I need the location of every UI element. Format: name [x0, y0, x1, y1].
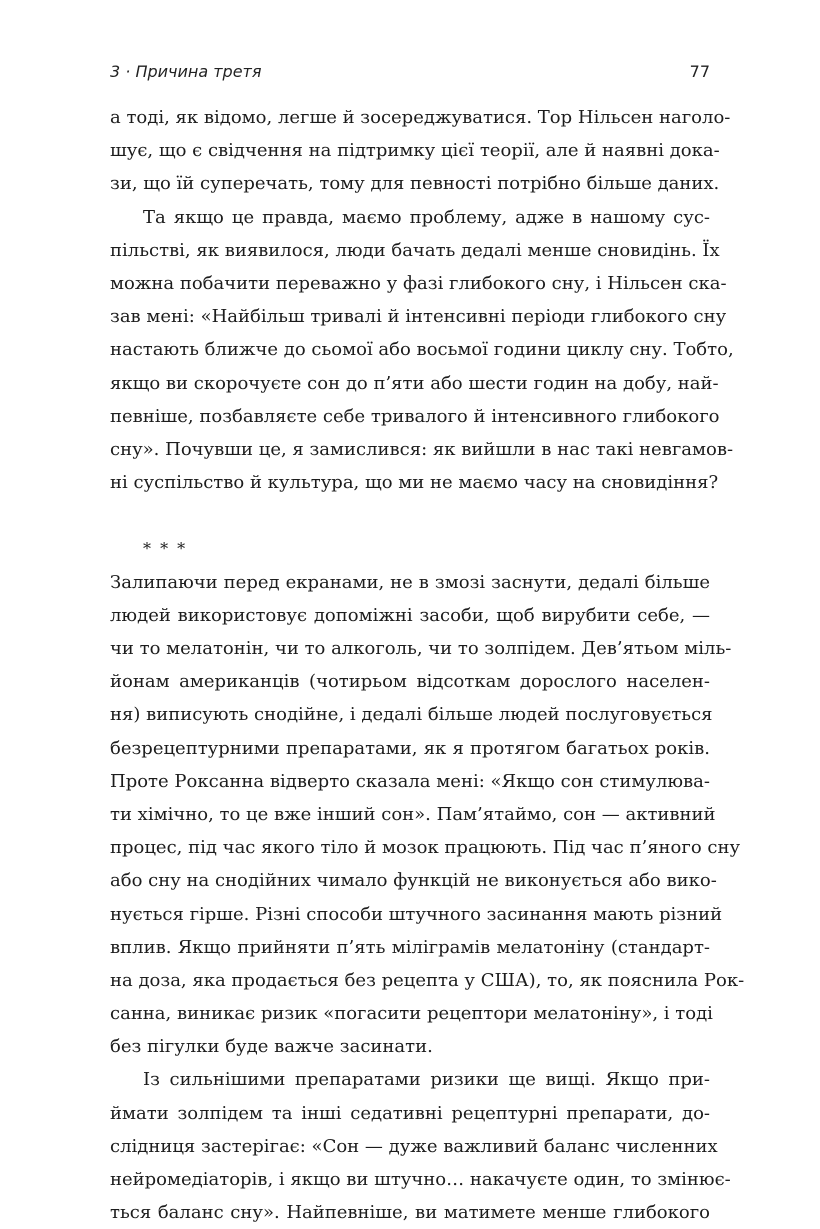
text-line: настають ближче до сьомої або восьмої години циклу сну. Тобто,: [110, 339, 734, 361]
text-line: слідниця застерігає: «Сон — дуже важливий баланс численних: [110, 1135, 718, 1157]
text-line: ти хімічно, то це вже інший сон». Пам’ятаймо, сон — активний: [110, 803, 716, 825]
text-line: ймати золпідем та інші седативні рецептурні препарати, до-: [110, 1102, 710, 1124]
text-line: можна побачити переважно у фазі глибокого сну, і Нільсен ска-: [110, 272, 727, 294]
text-line: шує, що є свідчення на підтримку цієї теорії, але й наявні дока-: [110, 140, 720, 162]
text-line: нується гірше. Різні способи штучного засинання мають різний: [110, 903, 723, 925]
page-header: [110, 62, 710, 86]
text-line: нейромедіаторів, і якщо ви штучно… накачуєте один, то змінює-: [110, 1169, 731, 1190]
text-line: Та якщо це правда, маємо проблему, адже в нашому сус-: [143, 206, 710, 228]
text-line: санна, виникає ризик «погасити рецептори мелатоніну», і тоді: [110, 1003, 713, 1025]
text-line: йонам американців (чотирьом відсоткам дорослого населен-: [110, 671, 710, 693]
text-line: певніше, позбавляєте себе тривалого й інтенсивного глибокого: [110, 405, 720, 427]
text-line: чи то мелатонін, чи то алкоголь, чи то золпідем. Дев’ятьом міль-: [110, 638, 732, 659]
text-line: без пігулки буде важче засинати.: [110, 1036, 433, 1058]
text-line: процес, під час якого тіло й мозок працюють. Під час п’яного сну: [110, 837, 741, 859]
text-line: Залипаючи перед екранами, не в змозі заснути, дедалі більше: [110, 571, 710, 593]
text-line: сну». Почувши це, я замислився: як вийшли в нас такі невгамов-: [110, 438, 734, 460]
section-gap: [110, 499, 710, 532]
text-line: а тоді, як відомо, легше й зосереджуватися. Тор Нільсен наголо-: [110, 107, 731, 128]
running-head: 3 · Причина третя: [110, 62, 262, 81]
body-text: [110, 101, 745, 1229]
text-line: Проте Роксанна відверто сказала мені: «Якщо сон стимулюва-: [110, 770, 710, 792]
text-line: якщо ви скорочуєте сон до п’яти або шести годин на добу, най-: [110, 372, 719, 394]
text-line: Із сильнішими препаратами ризики ще вищі. Якщо при-: [143, 1069, 710, 1091]
text-line: ться баланс сну». Найпевніше, ви матимете менше глибокого: [110, 1202, 710, 1224]
text-line: ні суспільство й культура, що ми не маємо часу на сновидіння?: [110, 472, 719, 494]
text-line: безрецептурними препаратами, як я протягом багатьох років.: [110, 737, 710, 759]
section-separator: * * *: [143, 539, 188, 559]
text-line: або сну на снодійних чимало функцій не виконується або вико-: [110, 870, 717, 892]
text-line: людей використовує допоміжні засоби, щоб вирубити себе, —: [110, 604, 710, 626]
text-line: зав мені: «Найбільш тривалі й інтенсивні періоди глибокого сну: [110, 306, 727, 328]
text-line: зи, що їй суперечать, тому для певності потрібно більше даних.: [110, 173, 720, 195]
text-line: ня) виписують снодійне, і дедалі більше людей послуговується: [110, 704, 713, 726]
text-line: вплив. Якщо прийняти п’ять міліграмів мелатоніну (стандарт-: [110, 936, 710, 958]
text-line: пільстві, як виявилося, люди бачать дедалі менше сновидінь. Їх: [110, 239, 720, 261]
page-number: 77: [689, 62, 710, 81]
text-line: на доза, яка продається без рецепта у США), то, як пояснила Рок-: [110, 969, 745, 991]
